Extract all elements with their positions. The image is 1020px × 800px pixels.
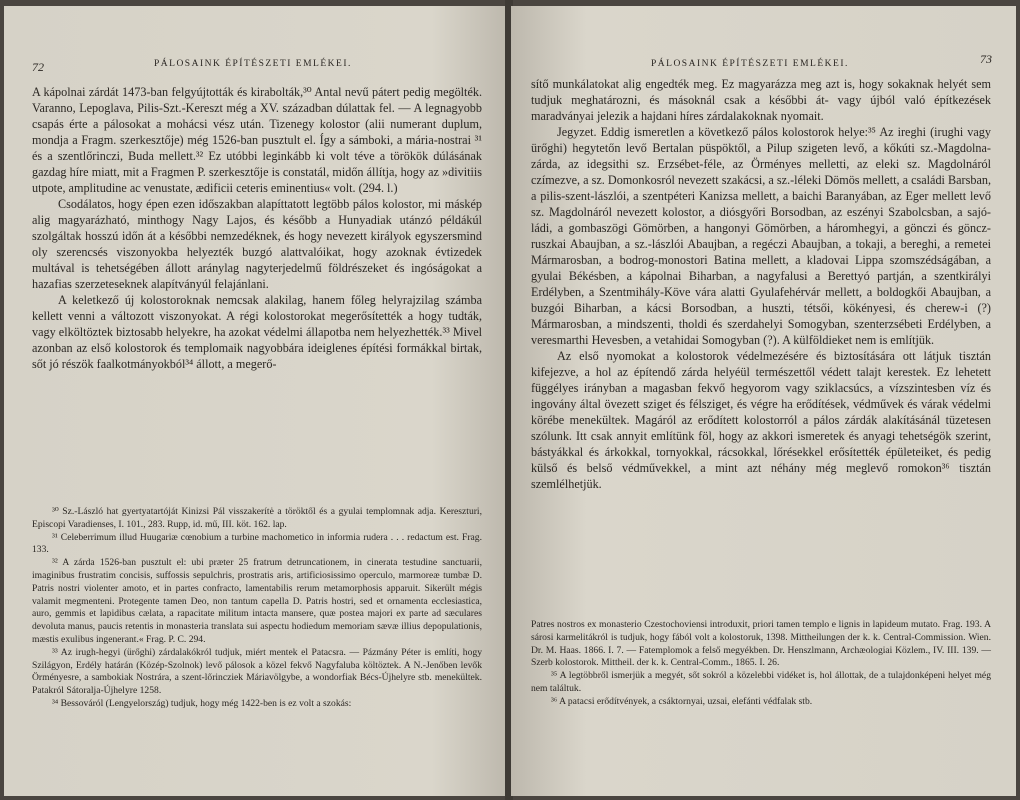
paragraph: A keletkező új kolostoroknak nemcsak alakilag, hanem főleg helyrajzilag számba kellett venni a változott viszonyokat. A régi kolostorokat megerősítették a hogy tudták, vagy elköltöztek biztosabb helyekre, ha azokat védelmi állapotba nem helyezhették.³³ Mivel azonban az első kolostorok és templomaik nagyobbára ideiglenes építési formákkal birtak, sőt jó részök faalkotmányokból³⁴ állott, a megerő- (32, 293, 482, 371)
page-number: 72 (32, 60, 44, 74)
footnote: ³⁶ A patacsi erődítvények, a csáktornyai, uzsai, elefánti védfalak stb. (551, 695, 813, 707)
paragraph: Jegyzet. Eddig ismeretlen a következő pálos kolostorok helye:³⁵ Az ireghi (irughi vagy ürőghi) hegytetőn levő Bertalan püspöktől, a Pilup szigeten levő, a kőkúti sz.-Magdolna-zárda, az idegsithi sz. Erzsébet-féle, az Örményes melletti, az eleki sz. Magdolnáról czímezve, a sz. Domonkosról nevezett szakácsi, a sz.-léleki Dömös mellett, a családi Barsban, a pilis-szent-lászlói, a szentpéteri Kanizsa mellett, a baichi Baranyában, az Eger mellett levő sz. Magdolnáról nevezett kolostor, a diósgyőri Borsodban, az eszényi Szabolcsban, a sajó-ládi, a gombaszögi Gömörben, a hangonyi Gömörben, a háromhegyi, a gönczi és göncz-ruszkai Abaujban, a sz.-lászlói Abaujban, a regéczi Abaujban, a tokaji, a bereghi, a remetei Mármarosban, a bodrog-monostori Batina mellett, a kladovai Lippa szomszédságában, a gyulai Békésben, a kápolnai Biharban, a nagyfalusi a Berettyó partján, a szentkirályi Erdélyben, a Szentmihály-Köve vára alatti Gyulafehérvár mellett, a boldogkői Abaujban, a buzgói Biharban, a kácsi Borsodban, a huszti, tétsői, kökényesi, és cherew-i (?) Mármarosban, a mindszenti, tholdi és szerdahelyi Somogyban, szenterzsébeti Erdélyben, a veresmarthi Hevesben, a vetahidai Somogyban (?). A külföldieket nem is említjük. (531, 125, 991, 347)
paragraph: Csodálatos, hogy épen ezen időszakban alapíttatott legtöbb pálos kolostor, mi máskép alig magyarázható, minthogy Nagy Lajos, és később a Hunyadiak utánzó példákúl szolgáltak hosszú időn át a későbbi nemzedéknek, és hogy nevezett királyok egyszersmind oly szerencsés viszonyokba helyezték buzgó alattvalóikat, hogy azoknak évtizedek multával is tehetségében állott aránylag nagyterjedelmű földrészeket és ingóságokat a hazafias szerzeteseknek alapítványúl felajánlani. (32, 197, 482, 291)
running-head: PÁLOSAINK ÉPÍTÉSZETI EMLÉKEI. (651, 59, 849, 69)
body-text (531, 76, 991, 492)
footnotes (32, 506, 482, 711)
left-page (4, 6, 507, 796)
footnote: ³¹ Celeberrimum illud Huugariæ cœnobium a turbine machometico in informia rudera . . . redactum est. Frag. 133. (32, 531, 482, 556)
footnote: ³⁵ A legtöbbről ismerjük a megyét, sőt sokról a közelebbi vidéket is, hol állottak, de a tulajdonképeni helyet még nem találtuk. (531, 670, 991, 694)
running-head: PÁLOSAINK ÉPÍTÉSZETI EMLÉKEI. (154, 59, 352, 69)
paragraph: sítő munkálatokat alig engedték meg. Ez magyarázza meg azt is, hogy sokaknak helyét sem tudjuk meghatározni, és másoknál csak a későbbi át- vagy újból való építkezések maradványai jelezik a hajdani híres zárdalakoknak nyomait. (531, 77, 991, 123)
footnote: ³² A zárda 1526-ban pusztult el: ubi præter 25 fratrum detruncationem, in cinerata testudine sanctuarii, imaginibus frustratim concisis, suffossis sepulchris, prostratis aris, artificiosissimo operculo, marmoreæ tumbæ D. Patris nostri violenter amoto, et in partes confracto, lamentabilis rerum metamorphosis apparuit. Sikerült mégis valamit megmenteni. Protegente tamen Deo, non tantum capella D. Patris hostri, sed et ornamenta ecclesiastica, auro, gemmis et lapidibus cælata, a rapacitate militum intacta mansere, quæ postea majori ex parte ad sæculares devoluta manus, paucis retentis in monasteria translata sui aspectu hodiedum memoriam sævæ illius depopulationis, mæstis exulibus ingenerant.« Frag. P. C. 294. (32, 557, 482, 645)
footnote: ³⁴ Bessováról (Lengyelország) tudjuk, hogy még 1422-ben is ez volt a szokás: (52, 697, 352, 709)
paragraph: Az első nyomokat a kolostorok védelmezésére és biztosítására ott látjuk tisztán kifejezve, a hol az építendő zárda helyéül természettől védett talajt kerestek. Ez lehetett függélyes irányban a magasban fekvő hegyorom vagy sziklacsúcs, a vízszintesben víz és ingovány által övezett sziget és félsziget, és végre ha erődítések, védművek és várak védelmi körébe menekültek. Magáról az erődített kolostorról a pálos zárdák alakításánál tüzetesen szólunk. Itt csak annyit említünk föl, hogy az akkori ismeretek és anyagi tehetségök szerint, bástyákkal és árkokkal, tornyokkal, rácsokkal, lőrésekkel erősítették épületeiket, és pedig külső és belső védművekkel, a mint azt néhány még meglevő romokon³⁶ tisztán szemlélhetjük. (531, 349, 991, 491)
footnotes (531, 619, 991, 709)
paragraph: A kápolnai zárdát 1473-ban felgyújtották és kirabolták,³⁰ Antal nevű pátert pedig megölték. Varanno, Lepoglava, Pilis-Szt.-Kereszt még a XV. században dúlattak fel. — A legnagyobb csapás érte a pálosokat a mohácsi vész után. Tizenegy kolostor (alii numerant duplum, mondja a Fragm. szerkesztője) még 1526-ban pusztult el. Így a sámboki, a mária-nostrai ³¹ és a szentlőrinczi, Buda mellett.³² Ez utóbbi leginkább ki volt téve a törökök dúlásának gazdag híre miatt, mit a Fragmen P. szerkesztője is constatál, midőn állítja, hogy az »divitiis utpote, amplitudine ac venustate, ædificii ceteris eminentius« volt. (294. l.) (32, 85, 482, 195)
right-page (511, 6, 1016, 796)
page-number: 73 (980, 52, 992, 66)
footnote: ³⁰ Sz.-László hat gyertyatartóját Kinizsi Pál visszakerítė a töröktől és a gyulai templomnak adja. Kereszturi, Episcopi Varadienses, I. 101., 283. Rupp, id. mű, III. köt. 162. lap. (32, 506, 482, 530)
footnote: ³³ Az irugh-hegyi (ürőghi) zárdalakókról tudjuk, miért mentek el Patacsra. — Pázmány Péter is említi, hogy Szilágyon, Erdély határán (Közép-Szolnok) levő pálosok a közel fekvő Nagyfaluba költöztek. A N.-Jenőben levők Örményesre, a sambokiak Nostrára, a szent-lőrincziek Máriavölgybe, a wondorfiak Bécs-Újhelyre stb. menekültek. Patakról Sátoralja-Újhelyre 1258. (32, 646, 482, 697)
footnote: Patres nostros ex monasterio Czestochoviensi introduxit, priori tamen templo e lignis in lapideum mutato. Frag. 193. A sárosi karmelitákról is tudjuk, hogy fából volt a kolostoruk, 1398. Mittheilungen der k. k. Central-Commission. Wien. Dr. M. Haas. 1866. I. 7. — Fatemplomok a felső megyékben. Dr. Henszlmann, Archæologiai Közlem., IV. III. 139. — Szerb kolostorok. Mittheil. der k. k. Central-Comm., 1865. I. 26. (531, 619, 991, 669)
body-text (32, 84, 482, 372)
